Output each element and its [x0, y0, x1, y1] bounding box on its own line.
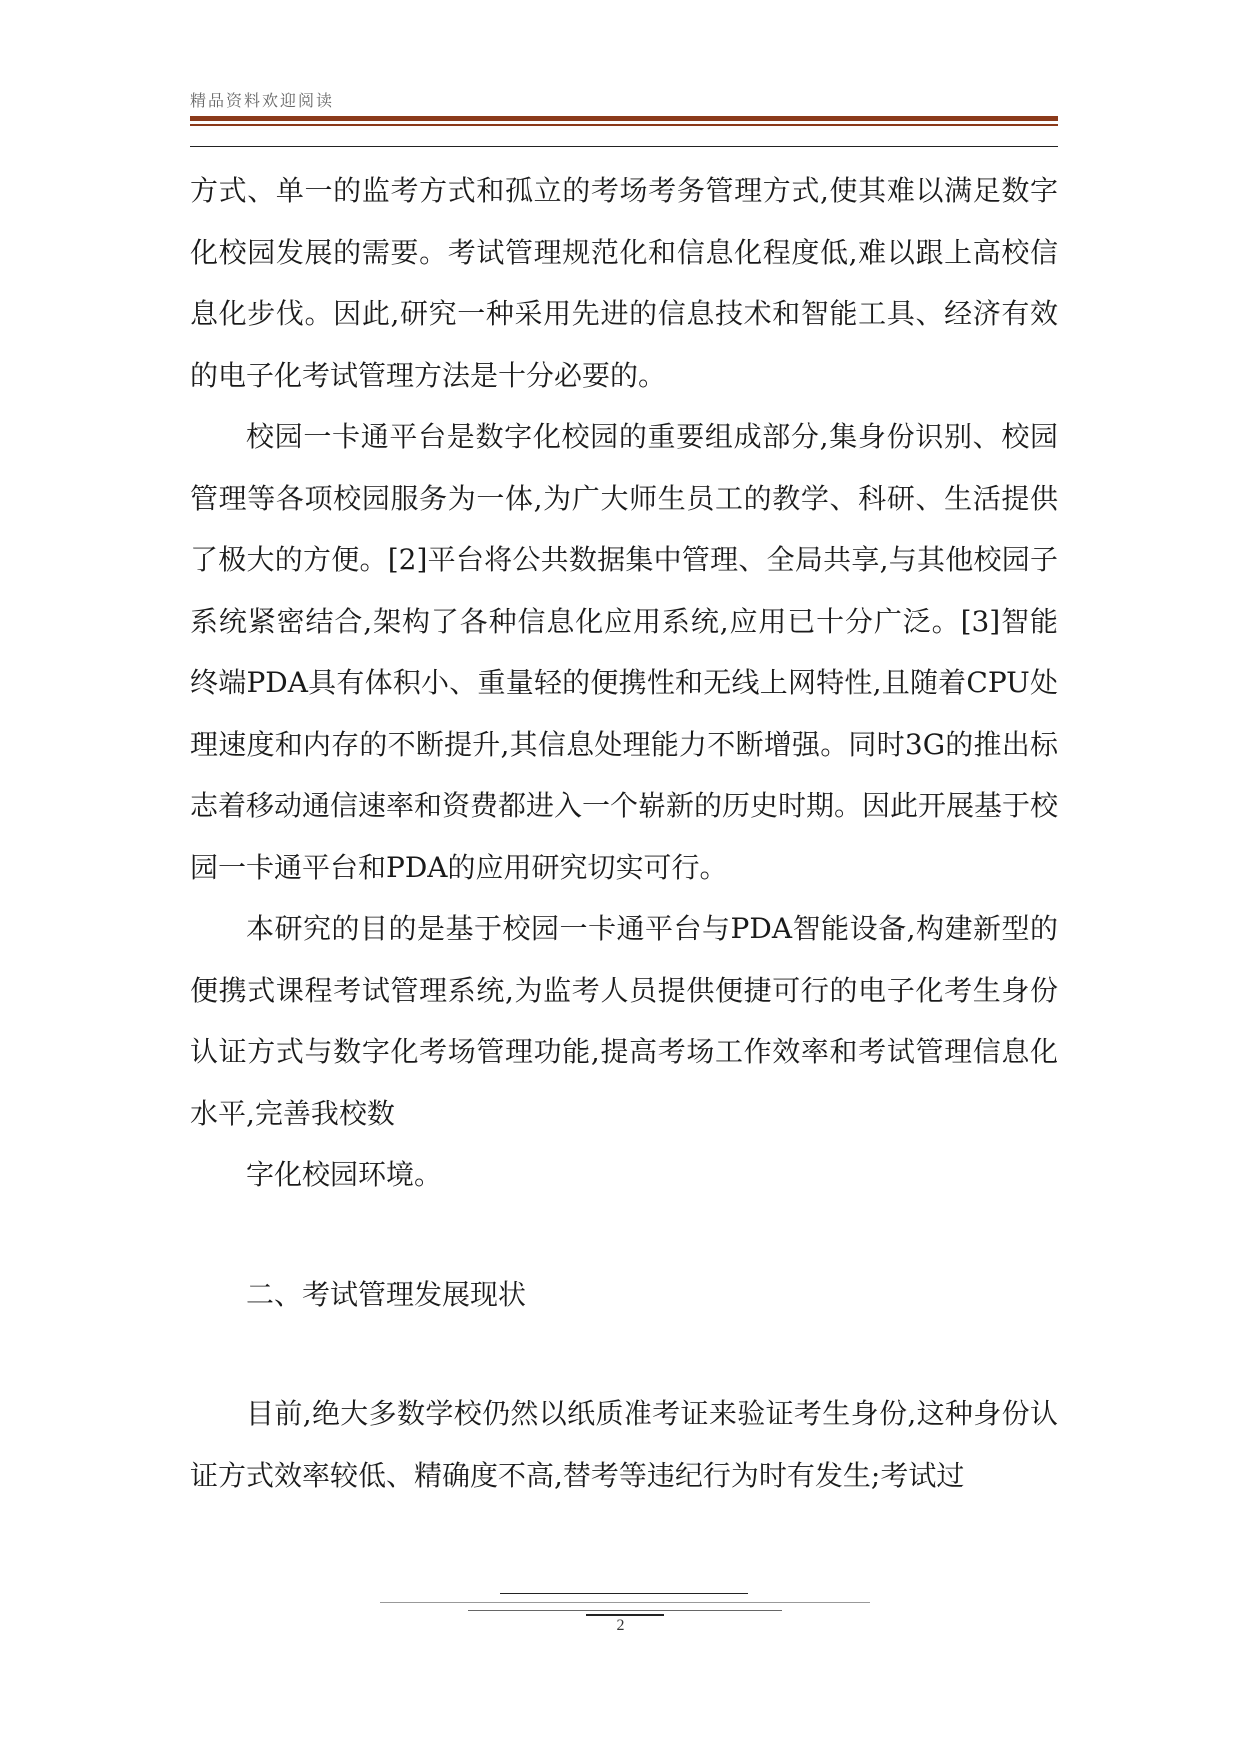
- page-header: 精品资料欢迎阅读: [190, 91, 335, 110]
- header-rule-black: [190, 146, 1058, 147]
- header-rule-thick: [190, 116, 1058, 121]
- footer-line-top: [500, 1593, 748, 1594]
- page-number: 2: [616, 1617, 625, 1634]
- footer-line-short: [586, 1614, 664, 1616]
- section-heading: 二、考试管理发展现状: [246, 1277, 527, 1311]
- footer-line-middle: [468, 1610, 782, 1611]
- paragraph-4: 目前,绝大多数学校仍然以纸质准考证来验证考生身份,这种身份认证方式效率较低、精确度不高,替考等违纪行为时有发生;考试过: [190, 1397, 1058, 1492]
- paragraph-1: 方式、单一的监考方式和孤立的考场考务管理方式,使其难以满足数字化校园发展的需要。考试管理规范化和信息化程度低,难以跟上高校信息化步伐。因此,研究一种采用先进的信息技术和智能工具、经济有效的电子化考试管理方法是十分必要的。: [190, 174, 1058, 392]
- header-rule-thin: [190, 124, 1058, 126]
- paragraph-2: 校园一卡通平台是数字化校园的重要组成部分,集身份识别、校园管理等各项校园服务为一体,为广大师生员工的教学、科研、生活提供了极大的方便。[2]平台将公共数据集中管理、全局共享,与其他校园子系统紧密结合,架构了各种信息化应用系统,应用已十分广泛。[3]智能终端PDA具有体积小、重量轻的便携性和无线上网特性,且随着CPU处理速度和内存的不断提升,其信息处理能力不断增强。同时3G的推出标志着移动通信速率和资费都进入一个崭新的历史时期。因此开展基于校园一卡通平台和PDA的应用研究切实可行。: [190, 420, 1059, 884]
- document-body: [190, 160, 1058, 1506]
- paragraph-3: 本研究的目的是基于校园一卡通平台与PDA智能设备,构建新型的便携式课程考试管理系统,为监考人员提供便捷可行的电子化考生身份认证方式与数字化考场管理功能,提高考场工作效率和考试管理信息化水平,完善我校数: [190, 912, 1058, 1130]
- footer-line-outer: [380, 1602, 870, 1603]
- paragraph-3-continuation: 字化校园环境。: [246, 1158, 443, 1191]
